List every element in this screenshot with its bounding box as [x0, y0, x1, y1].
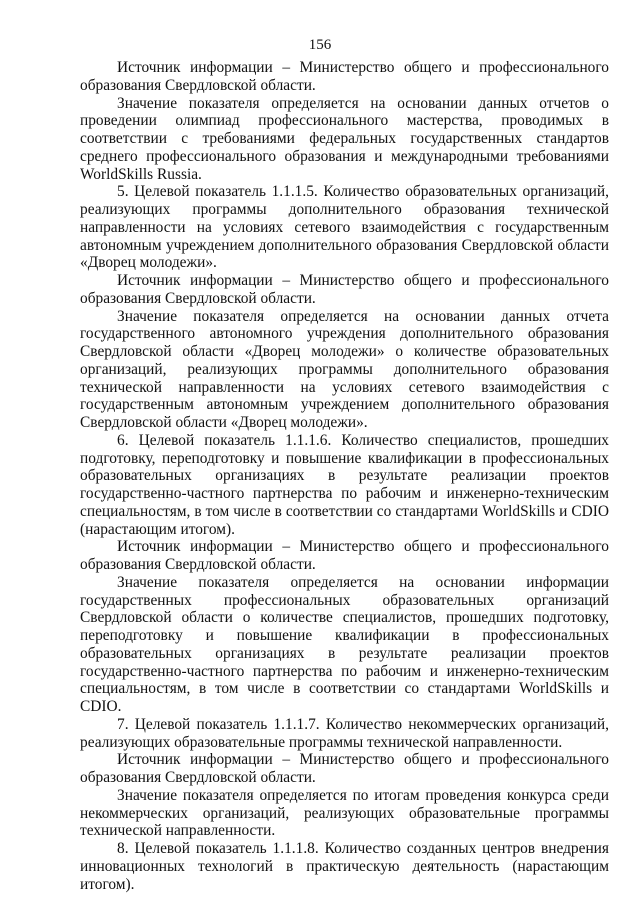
paragraph-indicator-1-1-1-7: 7. Целевой показатель 1.1.1.7. Количество некоммерческих организаций, реализующих образовательные программы технической направленности.: [80, 715, 609, 751]
paragraph-source-2: Источник информации – Министерство общего и профессионального образования Свердловской области.: [80, 272, 609, 307]
paragraph-source-3: Источник информации – Министерство общего и профессионального образования Свердловской области.: [80, 538, 609, 573]
paragraph-source-1: Источник информации – Министерство общего и профессионального образования Свердловской области.: [80, 59, 609, 94]
document-body: [80, 59, 609, 893]
paragraph-olympiad-method: Значение показателя определяется на основании данных отчетов о проведении олимпиад профессионального мастерства, проводимых в соответствии с требованиями федеральных государственных стандартов среднего профессионального образования и международными требованиями WorldSkills Russia.: [80, 94, 609, 183]
paragraph-specialists-method: Значение показателя определяется на основании информации государственных профессиональных образовательных организаций Свердловской области о количестве специалистов, прошедших подготовку, переподготовку и повышение квалификации в профессиональных образовательных организациях в результате реализации проектов государственно-частного партнерства по рабочим и инженерно-техническим специальностям, в том числе в соответствии со стандартами WorldSkills и CDIO.: [80, 573, 609, 715]
paragraph-contest-method: Значение показателя определяется по итогам проведения конкурса среди некоммерческих организаций, реализующих образовательные программы технической направленности.: [80, 786, 609, 840]
paragraph-indicator-1-1-1-8: 8. Целевой показатель 1.1.1.8. Количество созданных центров внедрения инновационных технологий в практическую деятельность (нарастающим итогом).: [80, 840, 609, 893]
paragraph-indicator-1-1-1-5: 5. Целевой показатель 1.1.1.5. Количество образовательных организаций, реализующих программы дополнительного образования технической направленности на условиях сетевого взаимодействия с государственным автономным учреждением дополнительного образования Свердловской области «Дворец молодежи».: [80, 183, 609, 272]
page-number: 156: [308, 37, 332, 53]
paragraph-dvorets-method: Значение показателя определяется на основании данных отчета государственного автономного учреждения дополнительного образования Свердловской области «Дворец молодежи» о количестве образовательных организаций, реализующих программы дополнительного образования технической направленности на условиях сетевого взаимодействия с государственным автономным учреждением дополнительного образования Свердловской области «Дворец молодежи».: [80, 307, 609, 431]
paragraph-indicator-1-1-1-6: 6. Целевой показатель 1.1.1.6. Количество специалистов, прошедших подготовку, переподготовку и повышение квалификации в профессиональных образовательных организациях в результате реализации проектов государственно-частного партнерства по рабочим и инженерно-техническим специальностям, в том числе в соответствии со стандартами WorldSkills и CDIO (нарастающим итогом).: [80, 431, 609, 538]
paragraph-source-4: Источник информации – Министерство общего и профессионального образования Свердловской области.: [80, 751, 609, 786]
